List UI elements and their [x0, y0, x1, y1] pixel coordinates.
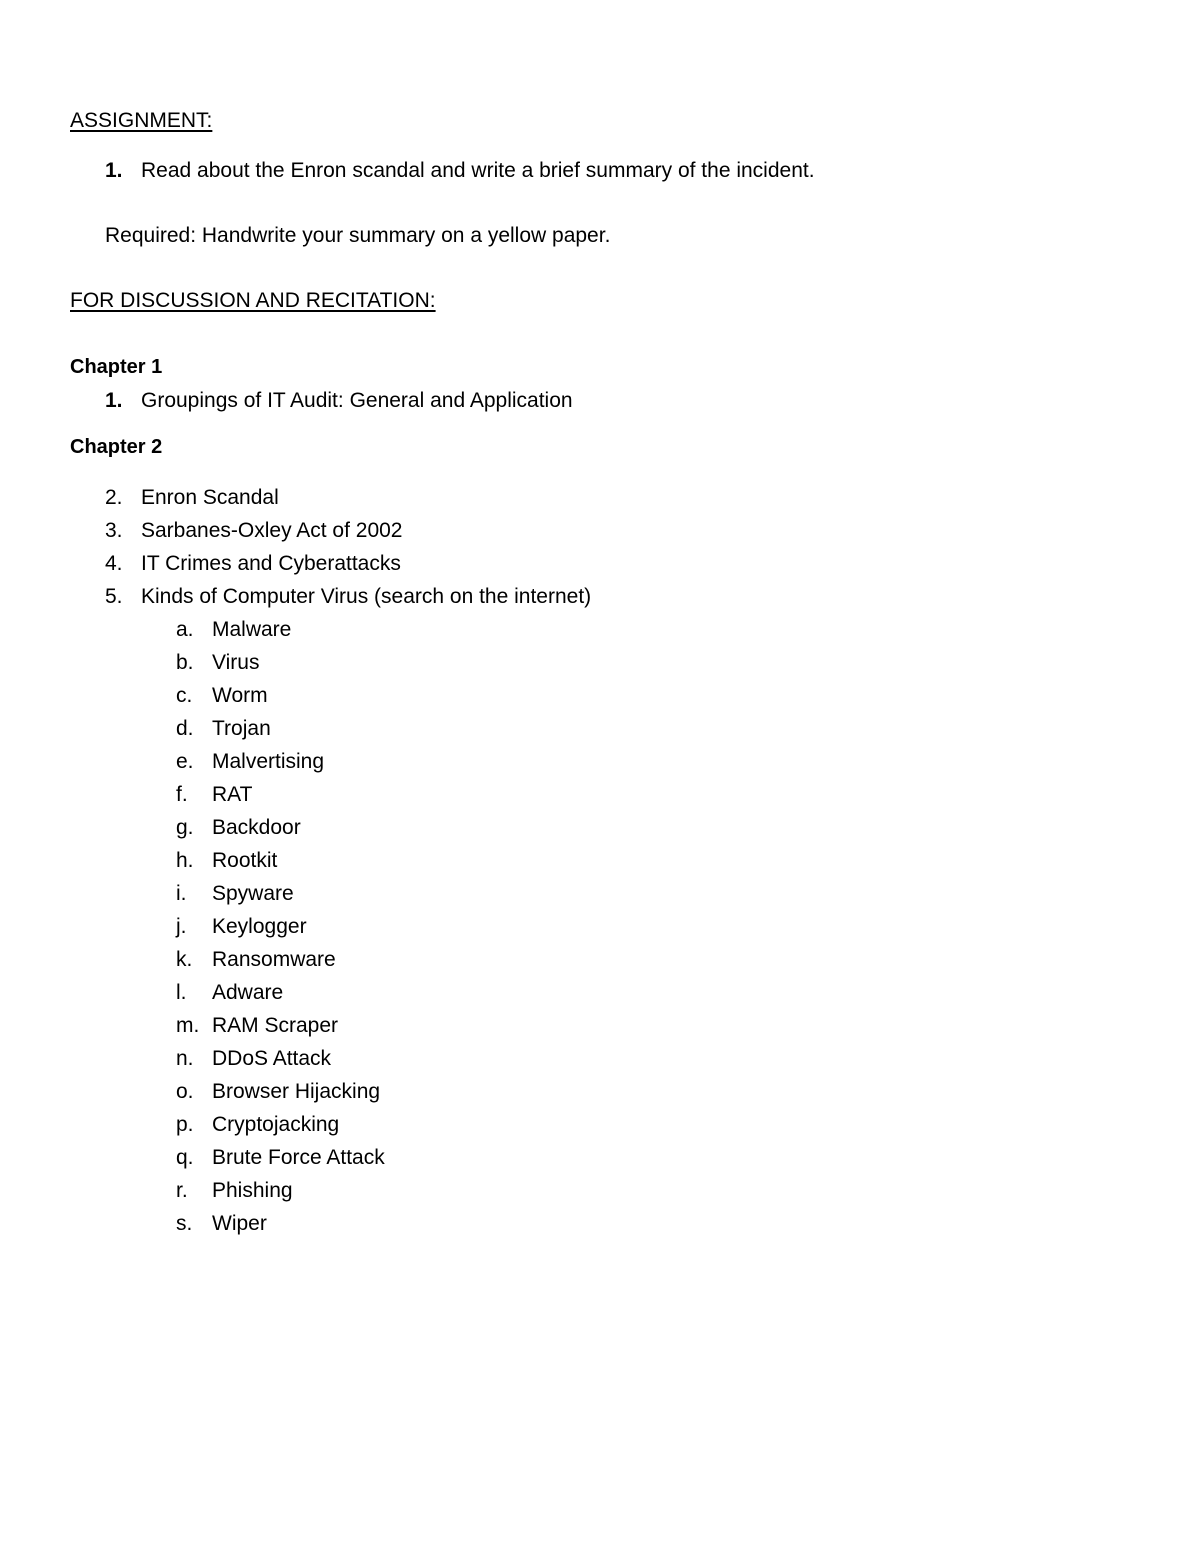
virus-kind-text: Wiper: [212, 1212, 267, 1235]
sub-list-marker: m.: [176, 1014, 200, 1037]
sub-list-marker: h.: [176, 849, 194, 872]
required-note: Required: Handwrite your summary on a yellow paper.: [105, 224, 611, 247]
chapter-2-item-text: Enron Scandal: [141, 486, 279, 509]
chapter-2-title: Chapter 2: [70, 436, 163, 458]
virus-kind-text: Worm: [212, 684, 268, 707]
sub-list-marker: a.: [176, 618, 194, 641]
virus-kind-text: DDoS Attack: [212, 1047, 332, 1070]
list-marker: 5.: [105, 585, 123, 608]
sub-list-marker: b.: [176, 651, 194, 674]
sub-list-marker: g.: [176, 816, 194, 839]
virus-kind-text: Keylogger: [212, 915, 307, 938]
virus-kind-text: Cryptojacking: [212, 1113, 340, 1136]
sub-list-marker: c.: [176, 684, 193, 707]
virus-kind-text: Browser Hijacking: [212, 1080, 381, 1103]
list-marker: 2.: [105, 486, 123, 509]
sub-list-marker: p.: [176, 1113, 194, 1136]
assignment-heading: ASSIGNMENT:: [70, 109, 213, 132]
list-marker: 1.: [105, 159, 123, 182]
virus-kind-text: Backdoor: [212, 816, 301, 839]
sub-list-marker: r.: [176, 1179, 188, 1202]
chapter-2-item-text: Sarbanes-Oxley Act of 2002: [141, 519, 403, 542]
assignment-item-text: Read about the Enron scandal and write a brief summary of the incident.: [141, 159, 815, 182]
sub-list-marker: l.: [176, 981, 187, 1004]
discussion-heading: FOR DISCUSSION AND RECITATION:: [70, 289, 436, 312]
sub-list-marker: e.: [176, 750, 194, 773]
sub-list-marker: d.: [176, 717, 194, 740]
virus-kind-text: Adware: [212, 981, 284, 1004]
virus-kind-text: Malware: [212, 618, 292, 641]
list-marker: 4.: [105, 552, 123, 575]
virus-kind-text: RAT: [212, 783, 253, 806]
sub-list-marker: k.: [176, 948, 193, 971]
sub-list-marker: o.: [176, 1080, 194, 1103]
virus-kind-text: Phishing: [212, 1179, 293, 1202]
virus-kind-text: Rootkit: [212, 849, 278, 872]
virus-kind-text: Virus: [212, 651, 260, 674]
list-marker: 3.: [105, 519, 123, 542]
sub-list-marker: q.: [176, 1146, 194, 1169]
sub-list-marker: j.: [176, 915, 187, 938]
chapter-2-item-text: Kinds of Computer Virus (search on the internet): [141, 585, 592, 608]
sub-list-marker: n.: [176, 1047, 194, 1070]
chapter-1-item-text: Groupings of IT Audit: General and Application: [141, 389, 573, 412]
virus-kind-text: Brute Force Attack: [212, 1146, 385, 1169]
sub-list-marker: s.: [176, 1212, 193, 1235]
virus-kind-text: Ransomware: [212, 948, 336, 971]
virus-kind-text: Trojan: [212, 717, 271, 740]
sub-list-marker: f.: [176, 783, 188, 806]
virus-kind-text: Spyware: [212, 882, 294, 905]
chapter-2-item-text: IT Crimes and Cyberattacks: [141, 552, 401, 575]
virus-kind-text: Malvertising: [212, 750, 325, 773]
list-marker: 1.: [105, 389, 123, 412]
virus-kind-text: RAM Scraper: [212, 1014, 339, 1037]
chapter-1-title: Chapter 1: [70, 356, 163, 378]
sub-list-marker: i.: [176, 882, 187, 905]
